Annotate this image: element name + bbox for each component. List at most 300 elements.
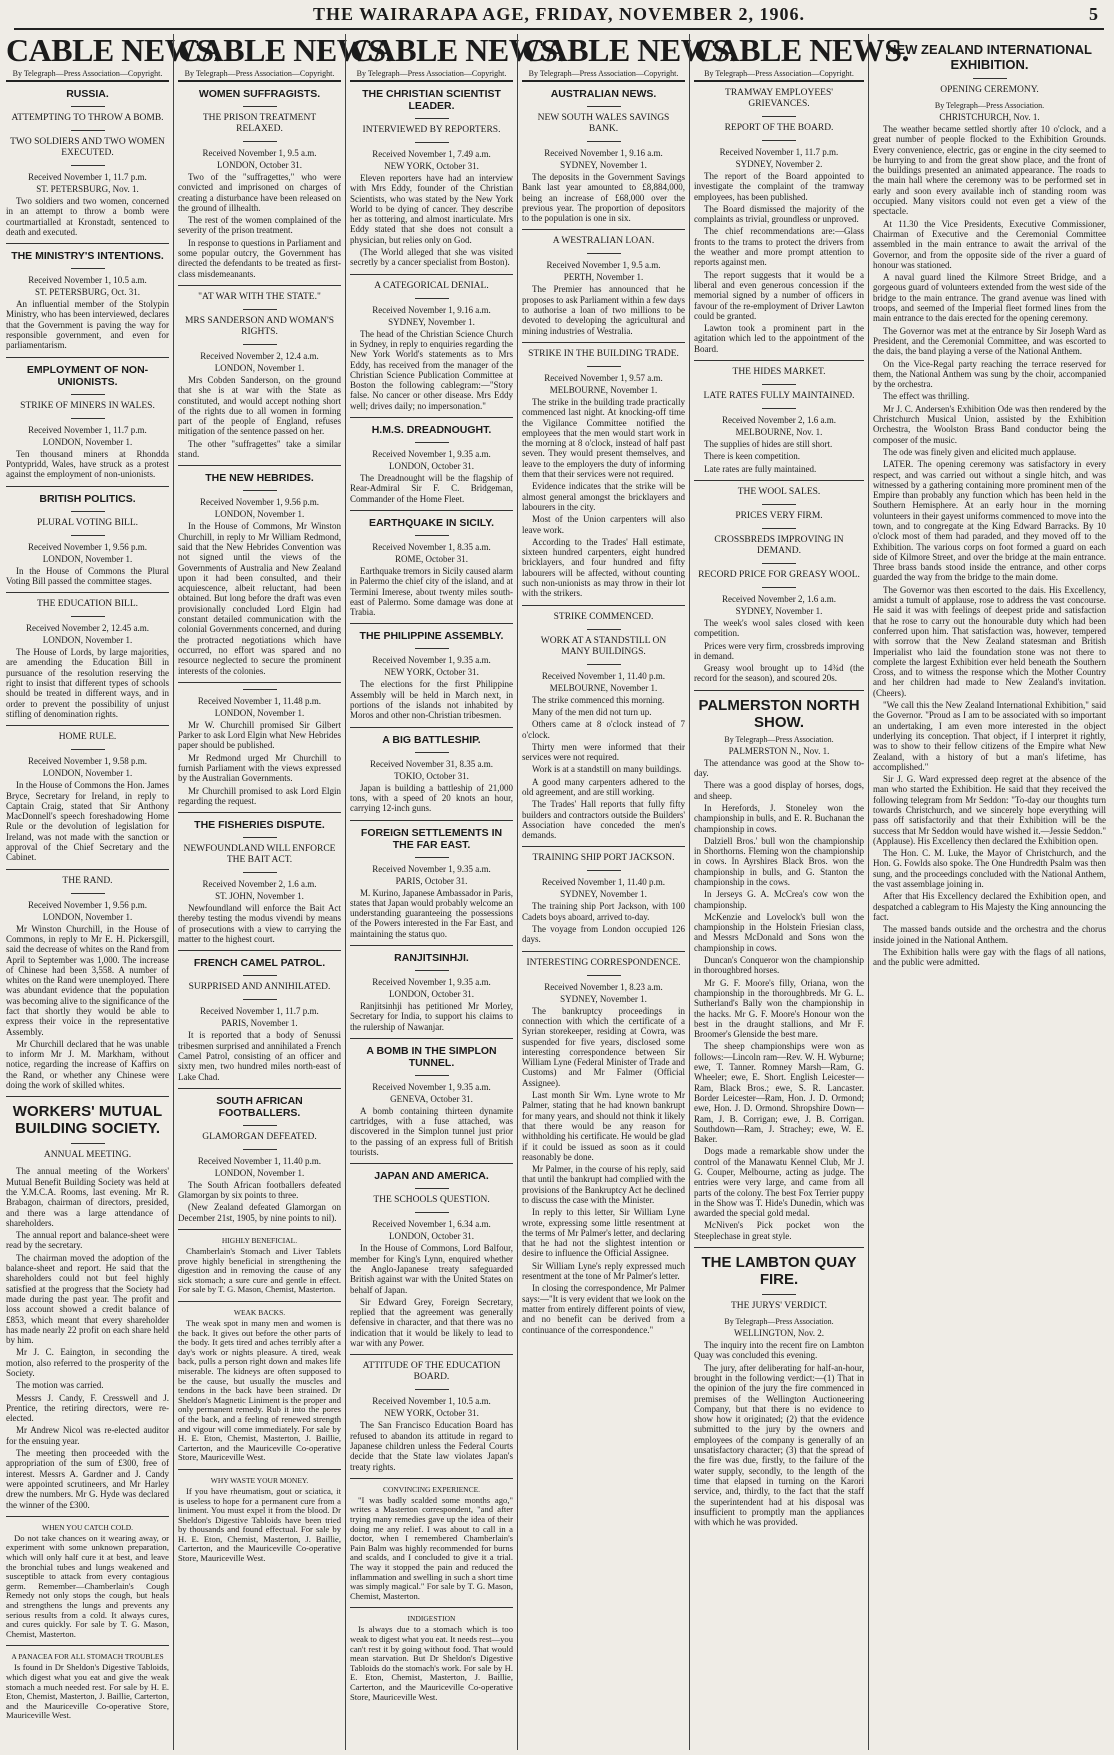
dash-rule	[243, 837, 277, 838]
byline: By Telegraph—Press Association—Copyright.	[528, 69, 679, 78]
article-paragraph: Mr Churchill declared that he was unable to inform Mr J. M. Markham, without notice, regarding the increase of Kaffirs on the Rand, or whether any Chinese were doing the work of skilled whites.	[6, 1038, 169, 1091]
dash-rule	[71, 165, 105, 166]
article-headline: THE NEW HEBRIDES.	[205, 472, 314, 485]
article-separator	[522, 951, 685, 952]
article-paragraph: According to the Trades' Hall estimate, sixteen hundred carpenters, eight hundred bricklayers, and four hundred and fifty labourers will be affected, without counting such non-unionists as may throw in their lot with the strikers.	[522, 536, 685, 599]
article	[178, 465, 341, 675]
article	[350, 1163, 513, 1348]
dash-rule	[415, 298, 449, 299]
received-time: Received November 1, 10.5 a.m.	[28, 275, 147, 286]
article-paragraph: The Governor was then escorted to the dais. His Excellency, amidst a tumult of applause, rose to address the vast concourse. He said it was with feelings of deepest pride and satisfaction that he rose to carry out the honourable duty which had been conferred upon him. That satisfaction was, however, tempered with sorrow that the New Zealand statesman and British Imperialist who laid the foundation stone was not there to complete the largest Exhibition ever held beneath the Southern Cross, and to witness the response which the Mother Country and her children had made to New Zealand's invitation. (Cheers).	[873, 584, 1106, 698]
article	[350, 623, 513, 720]
dash-rule	[71, 268, 105, 269]
dateline: MELBOURNE, November 1.	[549, 384, 658, 395]
article-paragraph: The annual report and balance-sheet were read by the secretary.	[6, 1230, 169, 1251]
article-paragraph: Ranjitsinhji has petitioned Mr Morley, Secretary for India, to support his claims to the rulership of Nawanjar.	[350, 1000, 513, 1032]
article-paragraph: Dalziell Bros.' bull won the championship in Shorthorns. Fleming won the championship in cows. In Ayrshires Black Bros. won the championship in bulls, and G. Stanton the championship in the cows.	[694, 835, 864, 887]
received-time: Received November 1, 7.49 a.m.	[372, 149, 491, 159]
received-time: Received November 2, 1.6 a.m.	[722, 415, 836, 426]
article	[350, 945, 513, 1032]
received-time: Received November 31, 8.35 a.m.	[370, 758, 493, 769]
byline: By Telegraph—Press Association—Copyright.	[184, 69, 335, 78]
column-divider	[173, 34, 174, 1750]
received-time: Received November 1, 9.56 p.m.	[28, 899, 147, 910]
article-subheading: WORK AT A STANDSTILL ON MANY BUILDINGS.	[540, 635, 667, 657]
article-separator	[522, 229, 685, 230]
received-time: Received November 1, 9.35 a.m.	[372, 976, 491, 987]
article-separator	[694, 360, 864, 361]
received-time: Received November 1, 11.40 p.m.	[541, 670, 666, 681]
dateline: LONDON, November 1.	[42, 768, 133, 779]
cable-news-title: CABLE NEWS.	[522, 32, 737, 68]
dash-rule	[243, 106, 277, 107]
ad-separator	[6, 1516, 169, 1517]
received-time: Received November 1, 9.35 a.m.	[372, 655, 491, 666]
article-paragraph: McKenzie and Lovelock's bull won the championship in the Holstein Friesian class, and Messrs McDonald and Sons won the championship in cows.	[694, 911, 864, 953]
dash-rule	[762, 408, 796, 409]
advertisement-text: Chamberlain's Stomach and Liver Tablets prove highly beneficial in strengthening the digestion and in removing the cause of any sick stomach; a sure cure and gentle in effect. For sale by T. G. Mason, Chemist, Masterton.	[178, 1246, 341, 1295]
article-headline: PALMERSTON NORTH SHOW.	[698, 696, 860, 731]
article-separator	[350, 945, 513, 946]
article-paragraph: Most of the Union carpenters will also leave work.	[522, 514, 685, 535]
article-subheading: ATTEMPTING TO THROW A BOMB.	[11, 113, 164, 123]
article-headline: WORKERS' MUTUAL BUILDING SOCIETY.	[12, 1103, 163, 1138]
article-paragraph: Mr J. C. Andersen's Exhibition Ode was then rendered by the Christchurch Musical Union, assisted by the Exhibition Orchestra, the Woolston Brass Band conductor being the composer of the music.	[873, 403, 1106, 445]
article	[350, 1354, 513, 1471]
article-paragraph: The meeting then proceeded with the appropriation of the sum of £300, free of interest. Messrs A. Gardner and J. Candy were appointed scrutineers, and Mr Harley drew the numbers. Mr G. Hyde was declared the winner of the £300.	[6, 1448, 169, 1510]
advertisement-heading: A PANACEA FOR ALL STOMACH TROUBLES	[11, 1652, 164, 1662]
dash-rule	[415, 1188, 449, 1189]
article-byline: By Telegraph—Press Association.	[934, 101, 1045, 110]
article-headline: BRITISH POLITICS.	[39, 492, 136, 505]
dash-rule	[415, 1389, 449, 1390]
article-subheading: TRAMWAY EMPLOYEES' GRIEVANCES.	[725, 88, 833, 109]
article-separator	[694, 690, 864, 691]
article-paragraph: Mr Winston Churchill, in the House of Commons, in reply to Mr E. H. Pickersgill, said the decrease of whites on the Rand from April to September was 1,000. The increase of Chinese had been 3,558. A number of whites on the Rand were unemployed. There was abundant evidence that the population was becoming alive to the significance of the fact that shortly they would be able to express their voice in the representative Assembly.	[6, 923, 169, 1037]
article-separator	[6, 725, 169, 726]
cable-news-title: CABLE NEWS.	[6, 32, 221, 68]
dateline: SYDNEY, November 1.	[560, 160, 647, 170]
dash-rule	[587, 629, 621, 630]
article-paragraph: In the House of Commons the Hon. James Bryce, Secretary for Ireland, in reply to Captain Craig, stated that Sir Anthony MacDonnell's speech foreshadowing Home Rule or the devolution of legislation for Ireland, was not made with the sanction or approval of the Chief Secretary and the Cabinet.	[6, 780, 169, 863]
article	[6, 1096, 169, 1510]
article-paragraph: The sheep championships were won as follows:—Lincoln ram—Rev. W. H. Wyburne; ewe, T. Tanner. Romney Marsh—Ram, G. Wheeler; ewe, E. Short. English Leicester—Ram, Black Bros.; ewe, S. R. Lancaster. Border Leicester—Ram, Hon. J. D. Ormond; ewe, Hon. J. D. Ormond. Shropshire Down—Ram, J. B. Corrigan; ewe, J. B. Corrigan. Southdown—Ram, J. Strachey; ewe, W. E. Baker.	[694, 1041, 864, 1145]
article-paragraph: The chairman moved the adoption of the balance-sheet and report. He said that the shareholders could not but feel highly satisfied at the progress that the Society had made during the past year. The profit and loss account showed a credit balance of £853, which meant that every shareholder has made nearly 22 profit on each share held by him.	[6, 1252, 169, 1346]
column-divider	[868, 34, 869, 1750]
article-paragraph: Many of the men did not turn up.	[532, 706, 652, 717]
article-subheading: NEWFOUNDLAND WILL ENFORCE THE BAIT ACT.	[183, 844, 336, 866]
article-paragraph: The motion was carried.	[16, 1380, 104, 1391]
article-headline: NEW ZEALAND INTERNATIONAL EXHIBITION.	[887, 42, 1092, 72]
article-separator	[178, 285, 341, 286]
article	[6, 592, 169, 719]
article-separator	[350, 820, 513, 821]
received-time: Received November 1, 11.7 p.m.	[200, 1006, 319, 1017]
dateline: SYDNEY, November 1.	[560, 993, 647, 1004]
article-separator	[350, 510, 513, 511]
article-headline: A BOMB IN THE SIMPLON TUNNEL.	[366, 1044, 497, 1069]
article-headline: THE CHRISTIAN SCIENTIST LEADER.	[362, 88, 501, 112]
article-paragraph: Mr W. Churchill promised Sir Gilbert Parker to ask Lord Elgin what New Hebrides paper should be published.	[178, 719, 341, 751]
received-time: Received November 1, 9.35 a.m.	[372, 863, 491, 874]
article-paragraph: Mr Palmer, in the course of his reply, said that until the bankrupt had complied with the provisions of the Bankruptcy Act he declined to discuss the case with the Minister.	[522, 1164, 685, 1205]
article-subheading: CROSSBREDS IMPROVING IN DEMAND.	[714, 534, 844, 556]
ad-separator	[350, 1607, 513, 1608]
article-subheading: STRIKE COMMENCED.	[553, 611, 654, 622]
article-separator	[350, 274, 513, 275]
article-subheading: THE HIDES MARKET.	[732, 367, 826, 378]
byline: By Telegraph—Press Association—Copyright.	[704, 69, 854, 78]
received-time: Received November 1, 8.35 a.m.	[372, 541, 491, 552]
dash-rule	[243, 1125, 277, 1126]
ad-separator	[178, 1469, 341, 1470]
article-subheading: THE EDUCATION BILL.	[36, 599, 139, 610]
article-paragraph: Japan is building a battleship of 21,000 tons, with a speed of 20 knots an hour, carrying 12-inch guns.	[350, 782, 513, 814]
dateline: LONDON, November 1.	[214, 1167, 305, 1178]
article-separator	[350, 1163, 513, 1164]
advertisement-text: Do not take chances on it wearing away, or experiment with some unknown preparation, which will only half cure it at best, and leave the bronchial tubes and lungs weakened and susceptible to attack from every contagious germ. Remember—Chamberlain's Cough Remedy not only stops the cough, but heals and strengthens the lungs and prevents any serious results from a cold. It always cures, and cures quickly. For sale by T. G. Mason, Chemist, Masterton.	[6, 1532, 169, 1639]
dateline: NEW YORK, October 31.	[384, 667, 479, 678]
dash-rule	[415, 752, 449, 753]
article-paragraph: The voyage from London occupied 126 days.	[522, 924, 685, 945]
article-paragraph: The report suggests that it would be a liberal and even generous concession if the memorial signed by a number of officers in favour of the re-employment of Driver Lawton could be granted.	[694, 269, 864, 321]
article-paragraph: Duncan's Conqueror won the championship in thoroughbred horses.	[694, 955, 864, 976]
article-paragraph: The week's wool sales closed with keen competition.	[694, 617, 864, 639]
article-paragraph: In the House of Commons, Lord Balfour, member for King's Lynn, enquired whether the Anglo-Japanese treaty safeguarded British against war with the United States on behalf of Japan.	[350, 1243, 513, 1295]
article-paragraph: The Dreadnought will be the flagship of Rear-Admiral Sir F. C. Bridgeman, Commander of the Home Fleet.	[350, 473, 513, 504]
article-paragraph: The other "suffragettes" take a similar stand.	[178, 438, 341, 460]
article-paragraph: In the House of Commons, Mr Winston Churchill, in reply to Mr William Redmond, said that the New Hebrides Convention was not signed until the views of the Governments of Australia and New Zealand upon it had been consulted, and their acquiescence, albeit reluctant, had been obtained. But long before the draft was even provisionally concluded Lord Elgin had constant detailed communication with the colonial Governments concerned, and during the protracted negotiations which have occurred, no effort was spared and no resource neglected to secure the prominent interests of the colonies.	[178, 521, 341, 676]
article-separator	[350, 1038, 513, 1039]
advertisement-text: Is found in Dr Sheldon's Digestive Tabloids, which digest what you eat and give the weak stomach a much needed rest. For sale by H. E. Eton, Chemist, Masterton, J. Baillie, Carterton, and the Mauriceville Co-operative Store, Mauriceville West.	[6, 1662, 169, 1721]
received-time: Received November 2, 12.45 a.m.	[26, 623, 149, 634]
article-separator	[522, 342, 685, 343]
article-subheading: STRIKE OF MINERS IN WALES.	[20, 400, 155, 411]
dateline: LONDON, November 1.	[42, 553, 133, 564]
column-1	[6, 32, 221, 1750]
article-headline: THE PHILIPPINE ASSEMBLY.	[359, 630, 504, 643]
article-paragraph: The Exhibition halls were gay with the flags of all nations, and the public were admitted.	[873, 946, 1106, 968]
article	[350, 727, 513, 814]
article-subheading: INTERESTING CORRESPONDENCE.	[526, 957, 681, 968]
advertisement-heading: WEAK BACKS.	[233, 1308, 286, 1317]
title-rule	[6, 80, 169, 82]
article-separator	[6, 486, 169, 487]
article-paragraph: (The World alleged that she was visited secretly by a cancer specialist from Boston).	[350, 247, 513, 268]
dateline: MELBOURNE, Nov. 1.	[735, 427, 823, 438]
article-paragraph: The bankruptcy proceedings in connection with which the certificate of a Syrian storekeeper, residing at Cowra, was suspended for five years, disclosed some interesting correspondence between Sir William Lyne (Federal Minister of Trade and Customs) and Mr Falmer (Official Assignee).	[522, 1005, 685, 1088]
article-paragraph: A good many carpenters adhered to the old agreement, and are still working.	[522, 776, 685, 797]
article-paragraph: The inquiry into the recent fire on Lambton Quay was concluded this evening.	[694, 1340, 864, 1361]
article-headline: EARTHQUAKE IN SICILY.	[368, 516, 495, 529]
article-paragraph: "We call this the New Zealand International Exhibition," said the Governor. "Proud as I am to be associated with so important an undertaking, I am even more interested in the object underlying its conception. That object, if I interpret it rightly, was to show to their fellow citizens of the Empire what New Zealand, with a history of but a man's lifetime, has accomplished."	[873, 700, 1106, 772]
article-subheading: A WESTRALIAN LOAN.	[552, 236, 655, 247]
column-divider	[517, 34, 518, 1750]
article-paragraph: The deposits in the Government Savings Bank last year amounted to £8,884,000, being an increase of £68,000 over the previous year. The proportion of depositors to the population is one in six.	[522, 172, 685, 224]
article	[522, 846, 685, 944]
article-headline: THE MINISTRY'S INTENTIONS.	[11, 250, 164, 263]
article-paragraph: Work is at a standstill on many buildings.	[532, 764, 682, 775]
received-time: Received November 1, 9.35 a.m.	[372, 1081, 491, 1092]
article-byline: By Telegraph—Press Association.	[724, 734, 834, 744]
article-paragraph: The head of the Christian Science Church in Sydney, in reply to enquiries regarding the New York World's statements as to Mrs Eddy, has received from the manager of the Christian Science Publication Committee at Boston the following cablegram:—"Story false. No cancer or other disease. Mrs Eddy well; drives daily; no impersonation."	[350, 328, 513, 411]
article	[350, 1038, 513, 1157]
dash-rule	[71, 1143, 105, 1144]
ad-separator	[178, 1229, 341, 1230]
article-separator	[350, 727, 513, 728]
article-paragraph: Sir Edward Grey, Foreign Secretary, replied that the agreement was generally defensive in character, and that there was no indication that it would be likely to lead to war with any Power.	[350, 1296, 513, 1349]
article	[694, 480, 864, 684]
article-separator	[6, 357, 169, 358]
article-paragraph: A bomb containing thirteen dynamite cartridges, with a fuse attached, was discovered in the Simplon tunnel just prior to the passing of an express full of British tourists.	[350, 1105, 513, 1158]
article-subheading: THE JURYS' VERDICT.	[730, 1301, 828, 1312]
article-paragraph: Sir J. G. Ward expressed deep regret at the absence of the man who started the Exhibition. He said that they received the following telegram from Mr Seddon: "To-day our thoughts turn towards Christchurch, and we sincerely hope everything will pass off satisfactorily and that their Exhibition will be the success that Mr Seddon would have wished it.—Jessie Seddon." (Applause). His Excellency then declared the Exhibition open.	[873, 774, 1106, 846]
dash-rule	[973, 78, 1007, 79]
article-paragraph: In reply to this letter, Sir William Lyne wrote, expressing some little resentment at the terms of Mr Palmer's letter, and declaring that he had not the slightest intention or desire to influence the Official Assignee.	[522, 1207, 685, 1259]
article-paragraph: On the Vice-Regal party reaching the terrace reserved for them, the National Anthem was sung by the choir, accompanied by the orchestra.	[873, 358, 1106, 390]
article-paragraph: The supplies of hides are still short.	[704, 439, 833, 450]
received-time: Received November 1, 9.16 a.m.	[544, 148, 663, 158]
article-paragraph: In Herefords, J. Stoneley won the championship in bulls, and E. R. Buchanan the championship in cows.	[694, 802, 864, 834]
received-time: Received November 2, 1.6 a.m.	[202, 879, 317, 890]
advertisement-text: Is always due to a stomach which is too weak to digest what you eat. It needs rest—you can't rest it by going without food. That would mean starvation. But Dr Sheldon's Digestive Tabloids do the stomach's work. For sale by H. E. Eton, Chemist, Masterton, J. Baillie, Carterton, and the Mauriceville Co-operative Store, Mauriceville West.	[350, 1624, 514, 1702]
column-divider	[345, 34, 346, 1750]
masthead	[14, 4, 1104, 28]
article-paragraph: Two soldiers and two women, concerned in an attempt to throw a bomb were courtmartialled at Kronstadt, sentenced to death and executed.	[6, 196, 169, 237]
article-paragraph: The ode was finely given and elicited much applause.	[883, 446, 1077, 457]
article-paragraph: Evidence indicates that the strike will be almost general amongst the bricklayers and labourers in the city.	[522, 481, 685, 512]
article-separator	[694, 480, 864, 481]
article-separator	[178, 812, 341, 813]
ad-separator	[6, 1645, 169, 1646]
dash-rule	[243, 344, 277, 345]
dateline: ST. PETERSBURG, Oct. 31.	[34, 287, 141, 298]
advertisement-heading: HIGHLY BENEFICIAL.	[221, 1236, 298, 1246]
dash-rule	[415, 142, 449, 143]
article-paragraph: Thirty men were informed that their services were not required.	[522, 741, 685, 763]
article-paragraph: Dogs made a remarkable show under the control of the Manawatu Kennel Club, Mr J. G. Couper, Melbourne, acting as judge. The entries were very large, and came from all parts of the colony. The best Fox Terrier puppy in the Show was T. Hide's Dunedin, which was awarded the special gold medal.	[694, 1146, 864, 1219]
article-subheading: THE SCHOOLS QUESTION.	[373, 1195, 490, 1206]
article-subheading: NEW SOUTH WALES SAVINGS BANK.	[537, 113, 670, 134]
ad-separator	[350, 1478, 513, 1479]
article-separator	[6, 592, 169, 593]
dash-rule	[762, 528, 796, 529]
article-paragraph: Sir William Lyne's reply expressed much resentment at the tone of Mr Palmer's letter.	[522, 1260, 685, 1282]
article-paragraph: The Board dismissed the majority of the complaints as trivial, groundless or unproved.	[694, 203, 864, 225]
article-paragraph: Greasy wool brought up to 14¾d (the record for the season), and scoured 20s.	[694, 663, 864, 684]
dateline: SYDNEY, November 1.	[388, 316, 475, 327]
article	[178, 285, 341, 459]
dash-rule	[71, 418, 105, 419]
article-paragraph: The strike in the building trade practically commenced last night. At knocking-off time the Vigilance Committee notified the employees that the men would start work in the morning at 8 o'clock, instead of half past seven. They would present themselves, and leave to the employers the duty of informing them that their services were not required.	[522, 396, 685, 480]
dash-rule	[71, 106, 105, 107]
article-separator	[6, 243, 169, 244]
dash-rule	[243, 975, 277, 976]
article-paragraph: Late rates are fully maintained.	[704, 463, 817, 474]
article-byline: By Telegraph—Press Association.	[724, 1317, 834, 1327]
article-paragraph: Others came at 8 o'clock instead of 7 o'clock.	[522, 719, 685, 740]
article-paragraph: The Trades' Hall reports that fully fifty builders and contractors outside the Builders' Association have conceded the men's demands.	[522, 799, 685, 841]
article-paragraph: The weather became settled shortly after 10 o'clock, and a great number of people flocked to the Exhibition Grounds. Every convenience, electric, gas or engine in the city seemed to be hurrying to and from the great show place, and the front of the buildings presented an animated appearance. The roads to the main hall where the ceremony was to be performed set in early and soon every available inch of standing room was occupied. Many visitors could not even get a view of the spectacle.	[873, 124, 1106, 217]
advertisement-text: If you have rheumatism, gout or sciatica, it is useless to hope for a permanent cure from a liniment. You must expel it from the blood. Dr Sheldon's Digestive Tabloids have been tried by thousands and found effectual. For sale by H. E. Eton, Chemist, Masterton, J. Baillie, Carterton, and the Mauriceville Co-operative Store, Mauriceville West.	[178, 1485, 341, 1564]
received-time: Received November 1, 9.35 a.m.	[372, 449, 491, 460]
dateline: LONDON, November 1.	[42, 635, 133, 646]
article-paragraph: There is keen competition.	[704, 451, 800, 462]
dash-rule	[71, 535, 105, 536]
article-paragraph: The strike commenced this morning.	[532, 694, 665, 705]
article	[522, 951, 685, 1335]
article	[350, 88, 513, 268]
dateline: ROME, October 31.	[395, 553, 468, 564]
article	[350, 510, 513, 617]
cable-news-title: CABLE NEWS.	[694, 32, 909, 68]
article-separator	[178, 682, 341, 683]
advertisement-heading: CONVINCING EXPERIENCE.	[382, 1484, 481, 1494]
article-subheading: THE WOOL SALES.	[737, 486, 821, 497]
article	[694, 88, 864, 354]
dash-rule	[243, 999, 277, 1000]
title-rule	[522, 80, 685, 82]
article	[178, 950, 341, 1081]
article-headline: H.M.S. DREADNOUGHT.	[371, 424, 492, 437]
article-subheading: THE PRISON TREATMENT RELAXED.	[202, 113, 317, 134]
dateline: NEW YORK, October 31.	[384, 161, 479, 171]
article-headline: FRENCH CAMEL PATROL.	[193, 957, 326, 970]
article-subheading: SURPRISED AND ANNIHILATED.	[188, 982, 331, 993]
dateline: ST. PETERSBURG, Nov. 1.	[36, 184, 139, 194]
article	[522, 229, 685, 335]
article-paragraph: The attendance was good at the Show to-day.	[694, 757, 864, 779]
dateline: PERTH, November 1.	[563, 272, 644, 283]
article-separator	[350, 417, 513, 418]
article-headline: JAPAN AND AMERICA.	[374, 1170, 489, 1183]
article-paragraph: Mr Redmond urged Mr Churchill to furnish Parliament with the views expressed by the Australian Governments.	[178, 752, 341, 784]
dash-rule	[762, 384, 796, 385]
article-paragraph: Last month Sir Wm. Lyne wrote to Mr Palmer, stating that he had known bankrupt for many years, and should not think it likely that there would be any reason for withholding his certificate. He would be glad if it could be issued as soon as it could reasonably be done.	[522, 1090, 685, 1162]
dash-rule	[71, 616, 105, 617]
article-paragraph: In Jerseys G. A. McCrea's cow won the championship.	[694, 889, 864, 910]
dash-rule	[762, 116, 796, 117]
dash-rule	[415, 1075, 449, 1076]
dash-rule	[762, 1294, 796, 1295]
article-headline: EMPLOYMENT OF NON-UNIONISTS.	[26, 363, 149, 388]
dateline: SYDNEY, November 1.	[735, 605, 823, 616]
dateline: ST. JOHN, November 1.	[215, 891, 304, 902]
dateline: LONDON, November 1.	[214, 509, 305, 520]
article-paragraph: Lawton took a prominent part in the agitation which led to the appointment of the Board.	[694, 323, 864, 354]
dateline: SYDNEY, November 2.	[735, 159, 823, 169]
received-time: Received November 1, 9.5 a.m.	[546, 260, 661, 271]
article-paragraph: McNiven's Pick pocket won the Steeplechase in great style.	[694, 1220, 864, 1241]
received-time: Received November 1, 9.57 a.m.	[544, 372, 663, 383]
received-time: Received November 1, 9.16 a.m.	[372, 304, 491, 315]
dateline: LONDON, November 1.	[214, 362, 305, 373]
article-separator	[6, 869, 169, 870]
advertisement-text: "I was badly scalded some months ago," writes a Masterton correspondent, "and after trying many remedies gave up the idea of their doing me any relief. I was about to call in a doctor, when I remembered Chamberlain's Pain Balm was highly recommended for burns and scalds, and I concluded to give it a trial. The way it stopped the pain and reduced the inflammation and swelling in such a short time was simply magical." For sale by T. G. Mason, Chemist, Masterton.	[350, 1494, 513, 1601]
dash-rule	[243, 872, 277, 873]
received-time: Received November 1, 9.58 p.m.	[28, 756, 147, 767]
article	[178, 812, 341, 944]
dash-rule	[71, 893, 105, 894]
article-headline: RANJITSINHJI.	[394, 951, 469, 964]
article-paragraph: It is reported that a body of Senussi tribesmen surprised and annihilated a French Camel Patrol, consisting of an officer and sixty men, two hundred miles north-east of Lake Chad.	[178, 1030, 341, 1082]
column-5	[694, 32, 909, 1750]
article-headline: A BIG BATTLESHIP.	[382, 733, 481, 746]
article	[6, 243, 169, 350]
dateline: TOKIO, October 31.	[394, 770, 469, 781]
article-subheading: "AT WAR WITH THE STATE."	[198, 291, 321, 302]
dash-rule	[587, 141, 621, 142]
article	[6, 725, 169, 862]
dash-rule	[415, 118, 449, 119]
article-subheading: MRS SANDERSON AND WOMAN'S RIGHTS.	[184, 315, 335, 337]
dash-rule	[415, 648, 449, 649]
dash-rule	[71, 394, 105, 395]
byline: By Telegraph—Press Association—Copyright.	[356, 69, 507, 78]
article-paragraph: The Hon. C. M. Luke, the Mayor of Christchurch, and the Hon. G. Fowlds also spoke. The One Hundredth Psalm was then sung, and the proceedings concluded with the National Anthem, the vast assemblage joining in.	[873, 848, 1106, 890]
dateline: NEW YORK, October 31.	[384, 1408, 479, 1419]
article-subheading: TRAINING SHIP PORT JACKSON.	[532, 853, 675, 864]
article	[522, 342, 685, 599]
article	[350, 417, 513, 504]
article	[178, 88, 341, 279]
advertisement-heading: WHY WASTE YOUR MONEY.	[210, 1475, 309, 1485]
article-paragraph: After that His Excellency declared the Exhibition open, and despatched a cablegram to His Majesty the King announcing the fact.	[873, 891, 1106, 922]
article-subheading: REPORT OF THE BOARD.	[724, 123, 834, 133]
article-subheading: ANNUAL MEETING.	[43, 1150, 132, 1161]
article-separator	[694, 1247, 864, 1248]
dash-rule	[243, 689, 277, 690]
masthead-title: THE WAIRARAPA AGE, FRIDAY, NOVEMBER 2, 1906.	[312, 4, 806, 24]
received-time: Received November 1, 8.23 a.m.	[544, 981, 663, 992]
byline: By Telegraph—Press Association—Copyright.	[12, 69, 163, 78]
received-time: Received November 1, 6.34 a.m.	[372, 1219, 491, 1230]
article-separator	[178, 1088, 341, 1089]
article-headline: WOMEN SUFFRAGISTS.	[198, 88, 321, 100]
article-paragraph: There was a good display of horses, dogs, and sheep.	[694, 780, 864, 801]
article-paragraph: In closing the correspondence, Mr Palmer says:—"It is very evident that we look on the matter from entirely different points of view, and no benefit can be derived from a continuance of the correspondence."	[522, 1283, 685, 1335]
article-paragraph: Earthquake tremors in Sicily caused alarm in Palermo the chief city of the island, and at Termini Imerese, about twenty miles south-east of Palermo. Some damage was done at Trabia.	[350, 565, 513, 618]
dateline: CHRISTCHURCH, Nov. 1.	[939, 112, 1040, 122]
cable-news-title: CABLE NEWS.	[350, 32, 565, 68]
article-headline: RUSSIA.	[66, 88, 109, 100]
dateline: LONDON, November 1.	[42, 436, 133, 447]
received-time: Received November 1, 9.56 p.m.	[200, 497, 319, 508]
title-rule	[694, 80, 864, 82]
article-paragraph: Mr Churchill promised to ask Lord Elgin regarding the request.	[178, 785, 341, 806]
received-time: Received November 2, 1.6 a.m.	[722, 593, 836, 604]
article	[694, 690, 864, 1241]
article-paragraph: An influential member of the Stolypin Ministry, who has been interviewed, declares that the Government is paving the way for responsible government, and even for parliamentarism.	[6, 299, 169, 351]
column-4	[522, 32, 737, 1750]
advertisement-heading: INDIGESTION	[407, 1614, 456, 1624]
article-paragraph: In response to questions in Parliament and some popular outcry, the Government has directed the defendants to be treated as first-class misdemeanants.	[178, 237, 341, 279]
article	[522, 88, 685, 223]
dash-rule	[762, 140, 796, 141]
article-subheading: OPENING CEREMONY.	[940, 85, 1039, 95]
article-paragraph: Mr Andrew Nicol was re-elected auditor for the ensuing year.	[6, 1425, 169, 1446]
article	[522, 605, 685, 841]
page-number: 5	[1089, 4, 1098, 24]
article-paragraph: The chief recommendations are:—Glass fronts to the trams to protect the drivers from the weather and more prompt attention to reports against men.	[694, 226, 864, 268]
received-time: Received November 1, 11.40 p.m.	[541, 877, 666, 888]
column-2	[178, 32, 393, 1750]
article-separator	[522, 605, 685, 606]
masthead-rule	[14, 28, 1104, 30]
article-paragraph: LATER. The opening ceremony was satisfactory in every respect, and was carried out without a single hitch, and was witnessed by a gathering containing more prominent men of the Empire than probably any function which has been held in the Southern Hemisphere. At an early hour in the morning volunteers in their gayest uniforms commenced to move into the town, and to congregate at the King Edward Barracks. By 10 o'clock most of them had paraded, and they moved off to the Exhibition. The various corps on foot formed a guard on each side of Kilmore Street, and over the bridge at the main entrance. Three brass bands stood inside the entrance, and other corps guarded the way from the bridge to the main dome.	[873, 459, 1106, 583]
article-paragraph: The annual meeting of the Workers' Mutual Benefit Building Society was held at the Y.M.C.A. Rooms, last evening. Mr R. Brabagon, chairman of directors, presided, and there was a large attendance of shareholders.	[6, 1166, 169, 1228]
article	[6, 869, 169, 1091]
